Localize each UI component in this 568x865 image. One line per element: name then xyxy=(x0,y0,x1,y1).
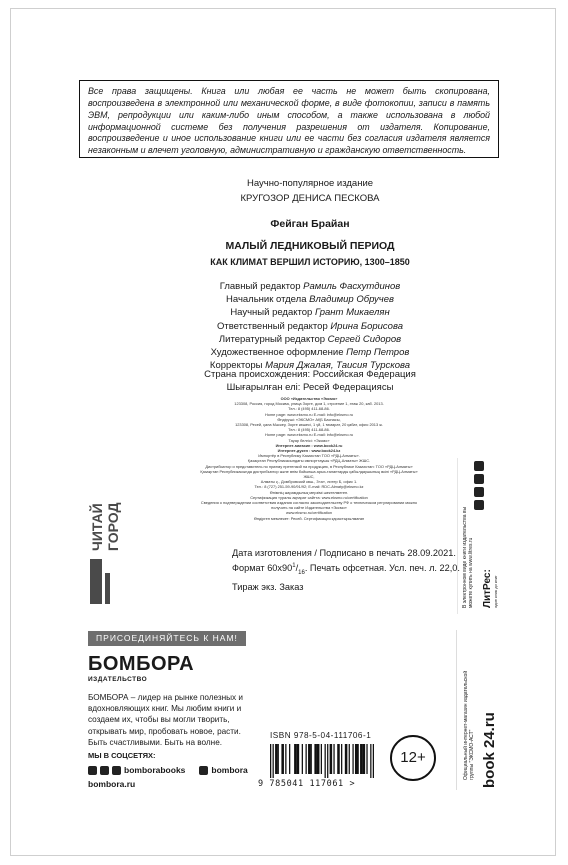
imprint-line: 123308, Россия, город Москва, улица Зорге, дом 1, строение 1, этаж 20, каб. 2013. xyxy=(234,401,384,407)
age-rating-badge: 12+ xyxy=(390,735,436,781)
facebook-icon xyxy=(88,766,97,775)
imprint-line: Home page: www.eksmo.ru E-mail: info@eksmo.ru xyxy=(264,432,354,438)
imprint-line: Алматы қ., Домбровский көш., 3«а», литер Б, офис 1. xyxy=(260,479,358,485)
barcode-bar xyxy=(345,744,348,774)
barcode-bar xyxy=(308,744,311,774)
social-heading: МЫ В СОЦСЕТЯХ: xyxy=(88,751,156,760)
chitai-bar xyxy=(90,559,102,604)
copyright-notice: Все права защищены. Книга или любая ее часть не может быть скопирована, воспроизведена в электронной или механической форме, в виде фотокопии, записи в память ЭВМ, репродукции или каким-либо иным способом, а также использована в любой информационной системе без получения разрешения от издателя. Копирование, воспроизведение и иное использование книги или ее части без согласия издателя является незаконным и влечет уголовную, административную и гражданскую ответственность. xyxy=(79,80,499,158)
book-subtitle: КАК КЛИМАТ ВЕРШИЛ ИСТОРИЮ, 1300–1850 xyxy=(210,257,410,267)
imprint-line: Қазақстан Республикасында дистрибьютор және өнім бойынша арыз-талаптарды қабылдаушының өкілі «РДЦ-Алматы» ЖШС, xyxy=(200,468,418,480)
imprint-block xyxy=(198,396,420,521)
credit-row: Корректоры Мария Джалая, Таисия Турскова xyxy=(209,360,411,372)
social-handle: bomborabooks xyxy=(124,765,186,775)
imprint-line: Тел.: 8 (727) 251-59-90/91/92; E-mail: RDC-Almaty@eksmo.kz xyxy=(254,484,364,490)
website-link: bombora.ru xyxy=(88,779,136,789)
edition-type: Научно-популярное издание xyxy=(246,178,374,189)
publisher-label: ИЗДАТЕЛЬСТВО xyxy=(88,676,148,683)
imprint-line: Тел.: 8 (495) 411-68-86. xyxy=(288,406,330,412)
chitai-gorod-logo xyxy=(88,455,128,607)
imprint-line: ООО «Издательство «Эксмо» xyxy=(280,396,338,401)
imprint-line: Сертификация туралы ақпарат сайтта: www.eksmo.ru/certification xyxy=(250,494,368,500)
barcode-bar xyxy=(289,744,290,774)
chitai-word-1: ЧИТАЙ xyxy=(89,503,105,551)
barcode-bar xyxy=(270,744,271,778)
imprint-line: Импортёр в Республику Казахстан ТОО «РДЦ-Алматы». xyxy=(258,453,360,459)
join-us-banner: ПРИСОЕДИНЯЙТЕСЬ К НАМ! xyxy=(88,631,246,646)
odnoklassniki-icon xyxy=(112,766,121,775)
barcode-bar xyxy=(333,744,334,774)
barcode-bar xyxy=(302,744,303,774)
imprint-line: Дистрибьютор и представитель по приему претензий на продукцию, в Республике Казахстан: ТОО «РДЦ-Алматы» xyxy=(205,463,413,469)
imprint-line: Өнімнің жарамдылық мерзімі шектелмеген. xyxy=(269,489,349,495)
barcode-bar xyxy=(337,744,340,774)
country-kz: Шығарылған елі: Ресей Федерациясы xyxy=(226,382,394,393)
imprint-line: Сведения о подтверждении соответствия издания согласно законодательству РФ о техническом регулировании можно получить на сайте Издательства «Эксмо» xyxy=(200,500,418,511)
book24-note: Официальный интернет-магазин издательской группы "ЭКСМО-АСТ" xyxy=(463,670,476,780)
book24-block xyxy=(456,630,501,790)
android-icon xyxy=(474,474,484,484)
windows-icon xyxy=(474,461,484,471)
imprint-line: Қазақстан Республикасындағы импорттаушы «РДЦ-Алматы» ЖШС. xyxy=(247,458,371,464)
litres-block xyxy=(457,458,500,614)
print-run: Тираж экз. Заказ xyxy=(232,581,304,592)
barcode-bar xyxy=(366,744,367,774)
barcode-bar xyxy=(317,744,320,774)
social-links xyxy=(88,765,248,775)
vk-icon xyxy=(100,766,109,775)
series-name: КРУГОЗОР ДЕНИСА ПЕСКОВА xyxy=(240,193,380,204)
credits-list xyxy=(150,280,470,372)
barcode-bar xyxy=(341,744,342,774)
barcode xyxy=(270,744,374,778)
barcode-bar xyxy=(349,744,350,774)
imprint-line: Интернет-магазин : www.book24.ru xyxy=(275,442,343,448)
barcode-bar xyxy=(297,744,300,774)
barcode-bar xyxy=(281,744,284,774)
barcode-bar xyxy=(278,744,279,774)
credit-row: Главный редактор Рамиль Фасхутдинов xyxy=(219,281,401,292)
book-title: МАЛЫЙ ЛЕДНИКОВЫЙ ПЕРИОД xyxy=(225,240,395,252)
litres-app-icon xyxy=(474,500,484,510)
social-handle: bombora xyxy=(211,765,248,775)
barcode-bar xyxy=(285,744,286,774)
chitai-bar-small xyxy=(105,573,110,604)
barcode-bar xyxy=(358,744,359,774)
credit-row: Ответственный редактор Ирина Борисова xyxy=(216,320,403,332)
chitai-word-2: ГОРОД xyxy=(105,502,121,551)
publisher-about: БОМБОРА – лидер на рынке полезных и вдохновляющих книг. Мы любим книги и создаем их, чтобы вы могли творить, открывать мир, пробовать новое, расти. Быть счастливыми. Быть на волне. xyxy=(88,693,243,747)
country-ru: Страна происхождения: Российская Федерация xyxy=(204,369,416,380)
plus-icon xyxy=(199,766,208,775)
barcode-bar xyxy=(273,744,274,778)
imprint-line: Тауар белгісі: «Эксмо» xyxy=(288,437,330,443)
litres-brand: ЛитРес: xyxy=(482,569,493,608)
barcode-digits: 9 785041 117061 > xyxy=(258,779,356,789)
country-of-origin xyxy=(150,368,470,394)
barcode-bar xyxy=(311,744,312,774)
litres-tagline: один клик до книг xyxy=(493,575,498,608)
imprint-line: www.eksmo.ru/certification xyxy=(285,510,333,516)
barcode-bar xyxy=(275,744,278,774)
credit-row: Начальник отдела Владимир Обручев xyxy=(226,294,394,306)
imprint-line: Өндірген мемлекет: Ресей. Сертификация қарастырылмаған xyxy=(253,515,365,521)
credit-row: Научный редактор Грант Микаелян xyxy=(230,307,390,319)
barcode-bar xyxy=(355,744,358,774)
barcode-bar xyxy=(330,744,333,774)
barcode-bar xyxy=(314,744,317,774)
print-info xyxy=(232,547,472,594)
author-name: Фейган Брайан xyxy=(270,218,350,230)
barcode-bar xyxy=(373,744,374,778)
book24-logo: book 24.ru xyxy=(481,712,498,788)
imprint-line: Тел.: 8 (495) 411-68-86. xyxy=(288,427,330,433)
barcode-bar xyxy=(294,744,297,774)
litres-text: В электронном виде книги издательства вы можете купить на www.litres.ru xyxy=(462,506,474,608)
isbn: ISBN 978-5-04-111706-1 xyxy=(270,731,372,740)
barcode-bar xyxy=(370,744,371,778)
apple-icon xyxy=(474,487,484,497)
credit-row: Литературный редактор Сергей Сидоров xyxy=(218,333,402,345)
barcode-bar xyxy=(327,744,328,778)
barcode-bar xyxy=(363,744,366,774)
barcode-bar xyxy=(352,744,353,774)
imprint-line: 123308, Ресей, қала Мәскеу, Зорге көшесі, 1 үй, 1 ғимарат, 20 қабат, офис 2013 ж. xyxy=(235,422,383,428)
barcode-bar xyxy=(325,744,326,778)
barcode-bar xyxy=(321,744,322,774)
barcode-bar xyxy=(360,744,363,774)
print-format: Формат $60x90^1/_{16}$. Печать офсетная. Усл. печ. л. 22,0. xyxy=(232,563,460,577)
credit-row: Художественное оформление Петр Петров xyxy=(210,347,410,359)
imprint-line: Home page: www.eksmo.ru E-mail: info@eksmo.ru xyxy=(264,411,354,417)
imprint-line: Интернет-дүкен : www.book24.kz xyxy=(277,448,341,454)
imprint-line: Өндіруші: «ЭКСМО» АҚБ Баспасы, xyxy=(277,416,341,422)
print-date: Дата изготовления / Подписано в печать 28.09.2021. xyxy=(232,548,456,558)
barcode-bar xyxy=(306,744,307,774)
bombora-logo: БОМБОРА xyxy=(88,653,195,675)
